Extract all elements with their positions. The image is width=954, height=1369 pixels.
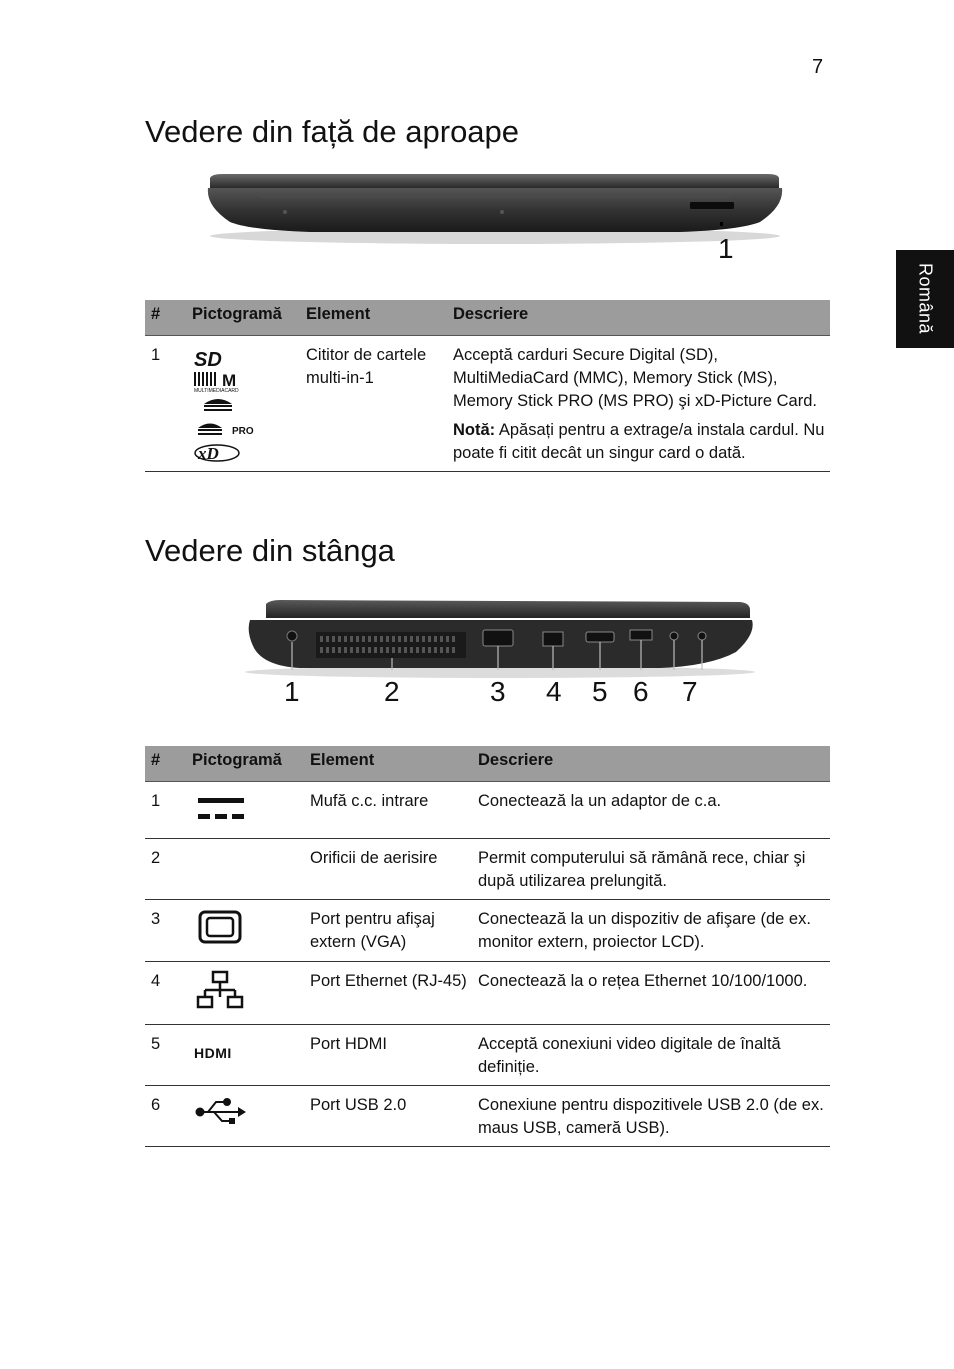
row-icon-cell bbox=[192, 336, 306, 472]
header-element: Element bbox=[310, 746, 478, 782]
row-description: Permit computerului să rămână rece, chiar şi după utilizarea prelungită. bbox=[478, 839, 830, 900]
row-icon-cell bbox=[192, 782, 310, 839]
mmc-label: MULTIMEDIACARD bbox=[194, 388, 239, 394]
laptop-left-view-illustration bbox=[240, 590, 760, 712]
svg-text:SD: SD bbox=[194, 349, 222, 371]
row-element: Cititor de cartele multi-in-1 bbox=[306, 336, 453, 472]
header-number: # bbox=[145, 746, 192, 782]
row-element: Orificii de aerisire bbox=[310, 839, 478, 900]
row-icon-cell bbox=[192, 1025, 310, 1086]
table-row bbox=[145, 1025, 830, 1086]
callout-5: 5 bbox=[592, 676, 608, 707]
callout-1: 1 bbox=[284, 676, 300, 707]
hdmi-label: HDMI bbox=[194, 1045, 232, 1061]
callout-4: 4 bbox=[546, 676, 562, 707]
section-title-left: Vedere din stânga bbox=[145, 533, 395, 568]
table-row bbox=[145, 839, 830, 900]
row-number: 6 bbox=[145, 1086, 192, 1147]
row-description-cell bbox=[453, 336, 830, 472]
callout-6: 6 bbox=[633, 676, 649, 707]
ethernet-icon bbox=[192, 970, 252, 1012]
row-element: Port USB 2.0 bbox=[310, 1086, 478, 1147]
callout-7: 7 bbox=[682, 676, 698, 707]
vga-icon bbox=[192, 908, 252, 948]
row-icon-cell bbox=[192, 839, 310, 900]
page-number: 7 bbox=[812, 56, 824, 78]
row-number: 1 bbox=[145, 782, 192, 839]
language-tab-label: Română bbox=[915, 263, 936, 335]
row-note bbox=[453, 419, 830, 465]
row-element: Port Ethernet (RJ-45) bbox=[310, 962, 478, 1025]
left-view-table bbox=[145, 746, 830, 1147]
row-description: Conectează la o rețea Ethernet 10/100/1000. bbox=[478, 962, 830, 1025]
table-header-row bbox=[145, 300, 830, 336]
hdmi-icon bbox=[192, 1033, 254, 1069]
row-element: Port HDMI bbox=[310, 1025, 478, 1086]
row-icon-cell bbox=[192, 900, 310, 962]
table-header-row bbox=[145, 746, 830, 782]
row-number: 4 bbox=[145, 962, 192, 1025]
header-element: Element bbox=[306, 300, 453, 336]
row-description: Acceptă conexiuni video digitale de înaltă definiție. bbox=[478, 1025, 830, 1086]
callout-2: 2 bbox=[384, 676, 400, 707]
header-description: Descriere bbox=[453, 300, 830, 336]
callout-1: 1 bbox=[718, 233, 734, 264]
row-icon-cell bbox=[192, 962, 310, 1025]
row-number: 3 bbox=[145, 900, 192, 962]
note-label: Notă: bbox=[453, 421, 496, 439]
row-description: Conectează la un adaptor de c.a. bbox=[478, 782, 830, 839]
row-number: 1 bbox=[145, 336, 192, 472]
card-reader-logos-icon bbox=[192, 344, 262, 464]
header-number: # bbox=[145, 300, 192, 336]
dc-in-icon bbox=[192, 790, 252, 826]
table-row bbox=[145, 336, 830, 472]
front-view-table bbox=[145, 300, 830, 472]
row-element: Port pentru afişaj extern (VGA) bbox=[310, 900, 478, 962]
row-description: Conectează la un dispozitiv de afişare (de ex. monitor extern, proiector LCD). bbox=[478, 900, 830, 962]
language-tab bbox=[896, 250, 954, 348]
row-number: 2 bbox=[145, 839, 192, 900]
table-row bbox=[145, 962, 830, 1025]
row-icon-cell bbox=[192, 1086, 310, 1147]
usb-icon bbox=[192, 1094, 252, 1128]
laptop-front-view-illustration bbox=[200, 166, 790, 266]
header-description: Descriere bbox=[478, 746, 830, 782]
svg-text:xD: xD bbox=[198, 444, 219, 463]
section-title-front: Vedere din față de aproape bbox=[145, 114, 520, 149]
row-description: Conexiune pentru dispozitivele USB 2.0 (de ex. maus USB, cameră USB). bbox=[478, 1086, 830, 1147]
table-row bbox=[145, 782, 830, 839]
table-row bbox=[145, 900, 830, 962]
header-icon: Pictogramă bbox=[192, 300, 306, 336]
row-number: 5 bbox=[145, 1025, 192, 1086]
row-description: Acceptă carduri Secure Digital (SD), MultiMediaCard (MMC), Memory Stick (MS), Memory Stick PRO (MS PRO) şi xD-Picture Card. bbox=[453, 346, 817, 410]
row-element: Mufă c.c. intrare bbox=[310, 782, 478, 839]
header-icon: Pictogramă bbox=[192, 746, 310, 782]
table-row bbox=[145, 1086, 830, 1147]
callout-3: 3 bbox=[490, 676, 506, 707]
note-text: Apăsați pentru a extrage/a instala cardul. Nu poate fi citit decât un singur card o dată. bbox=[453, 421, 825, 462]
ms-pro-label: PRO bbox=[232, 426, 254, 437]
svg-text:M: M bbox=[222, 371, 237, 390]
